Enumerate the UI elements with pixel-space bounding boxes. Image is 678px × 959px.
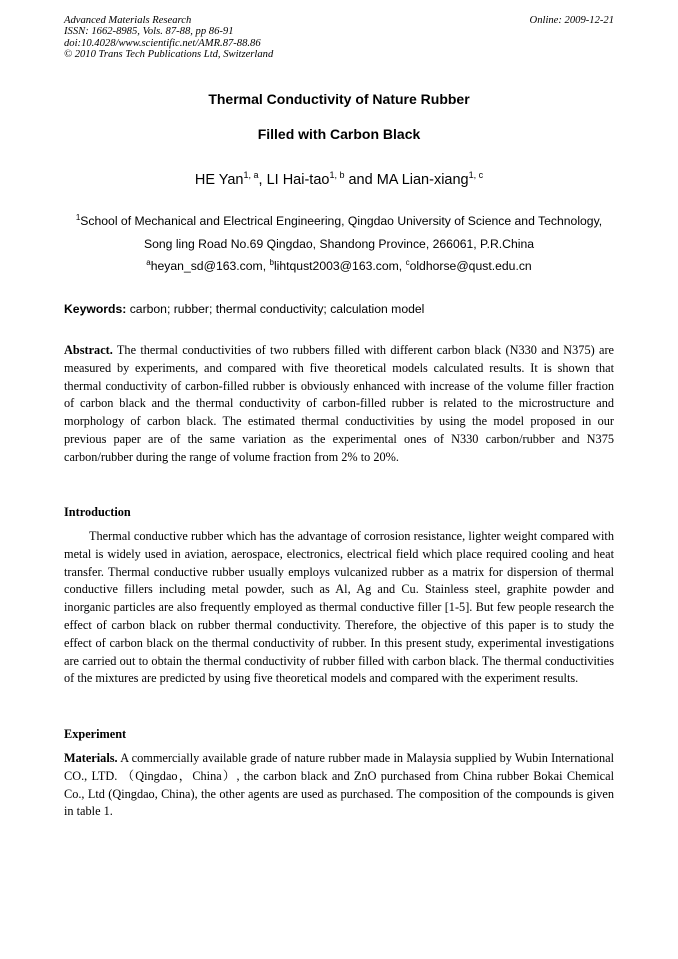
email-superscript: b <box>269 258 274 267</box>
author-superscript: 1, b <box>329 170 345 180</box>
author-name: HE Yan <box>194 172 244 188</box>
affiliation-superscript: 1 <box>75 213 81 222</box>
author-list <box>0 172 678 188</box>
abstract-label: Abstract. <box>64 343 113 357</box>
keywords-text: carbon; rubber; thermal conductivity; calculation model <box>126 302 425 316</box>
affiliation-line-1: $^1$School of Mechanical and Electrical Engineering, Qingdao University of Science and Technology, <box>75 213 603 228</box>
copyright-line: © 2010 Trans Tech Publications Ltd, Switzerland <box>64 49 274 61</box>
experiment-heading: Experiment <box>64 727 127 741</box>
paper-title-line-2: Filled with Carbon Black <box>257 126 421 142</box>
materials-label: Materials. <box>64 751 118 765</box>
journal-name: Advanced Materials Research <box>64 15 192 26</box>
author-separator: and <box>344 172 377 188</box>
materials-text: A commercially available grade of nature rubber made in Malaysia supplied by Wubin International CO., LTD. （Qingdao，China）, the carbon black and ZnO purchased from China rubber Bokai Chemical Co., Ltd (Qingdao, China), the other agents are used as purchased. The composition of the compounds is given in table 1. <box>64 751 618 819</box>
email-superscript: a <box>146 258 151 267</box>
paper-title-line-1: Thermal Conductivity of Nature Rubber <box>208 91 470 107</box>
affiliation-line-2: Song ling Road No.69 Qingdao, Shandong Province, 266061, P.R.China <box>143 237 535 251</box>
materials-paragraph <box>64 750 618 821</box>
email-address: heyan_sd@163.com, <box>150 259 270 273</box>
email-address: lihtqust2003@163.com, <box>273 259 406 273</box>
abstract-text: The thermal conductivities of two rubbers filled with different carbon black (N330 and N375) are measured by experiments, and compared with five theoretical models calculated results. It is shown that thermal conductivity of carbon-filled rubber is obviously enhanced with increase of the volume filler fraction of carbon black and the thermal conductivity of carbon-filled rubber is related to the microstructure and morphology of carbon black. The estimated thermal conductivities by using the model proposed in our previous paper are of the same variation as the experimental ones of N330 carbon/rubber and N375 carbon/rubber during the range of volume fraction from 2% to 20%. <box>64 343 618 464</box>
author-separator: , <box>258 172 267 188</box>
author-superscript: 1, a <box>243 170 259 180</box>
issn-line: ISSN: 1662-8985, Vols. 87-88, pp 86-91 <box>64 26 234 38</box>
email-address: oldhorse@qust.edu.cn <box>409 259 532 273</box>
email-superscript: c <box>405 258 410 267</box>
journal-header <box>64 15 273 61</box>
introduction-paragraph: Thermal conductive rubber which has the advantage of corrosion resistance, lighter weight compared with metal is widely used in aviation, aerospace, electronics, electrical field which place required cooling and heat transfer. Thermal conductive rubber usually employs vulcanized rubber as a matrix for dispersion of thermal conductive fillers including metal powder, such as Al, Ag and Cu. Stainless steel, graphite powder and inorganic particles are also frequently employed as thermal conductive filler [1-5]. But few people research the effect of carbon black on rubber thermal conductivity. Therefore, the objective of this paper is to study the effect of carbon black on the thermal conductivity of rubber. In this present study, experimental investigations are carried out to obtain the thermal conductivity of rubber filled with carbon black. The thermal conductivities of the mixtures are predicted by using five theoretical models and compared with the experiment results. <box>64 529 614 686</box>
author-name: LI Hai-tao <box>266 172 330 188</box>
doi-line: doi:10.4028/www.scientific.net/AMR.87-88.86 <box>64 37 261 49</box>
online-date: Online: 2009-12-21 <box>529 15 614 26</box>
keywords <box>64 302 614 316</box>
author-name: MA Lian-xiang <box>376 172 469 188</box>
keywords-label: Keywords: <box>64 302 127 316</box>
abstract <box>64 342 618 467</box>
email-line <box>0 259 678 273</box>
introduction-heading: Introduction <box>64 505 131 519</box>
author-superscript: 1, c <box>468 170 484 180</box>
